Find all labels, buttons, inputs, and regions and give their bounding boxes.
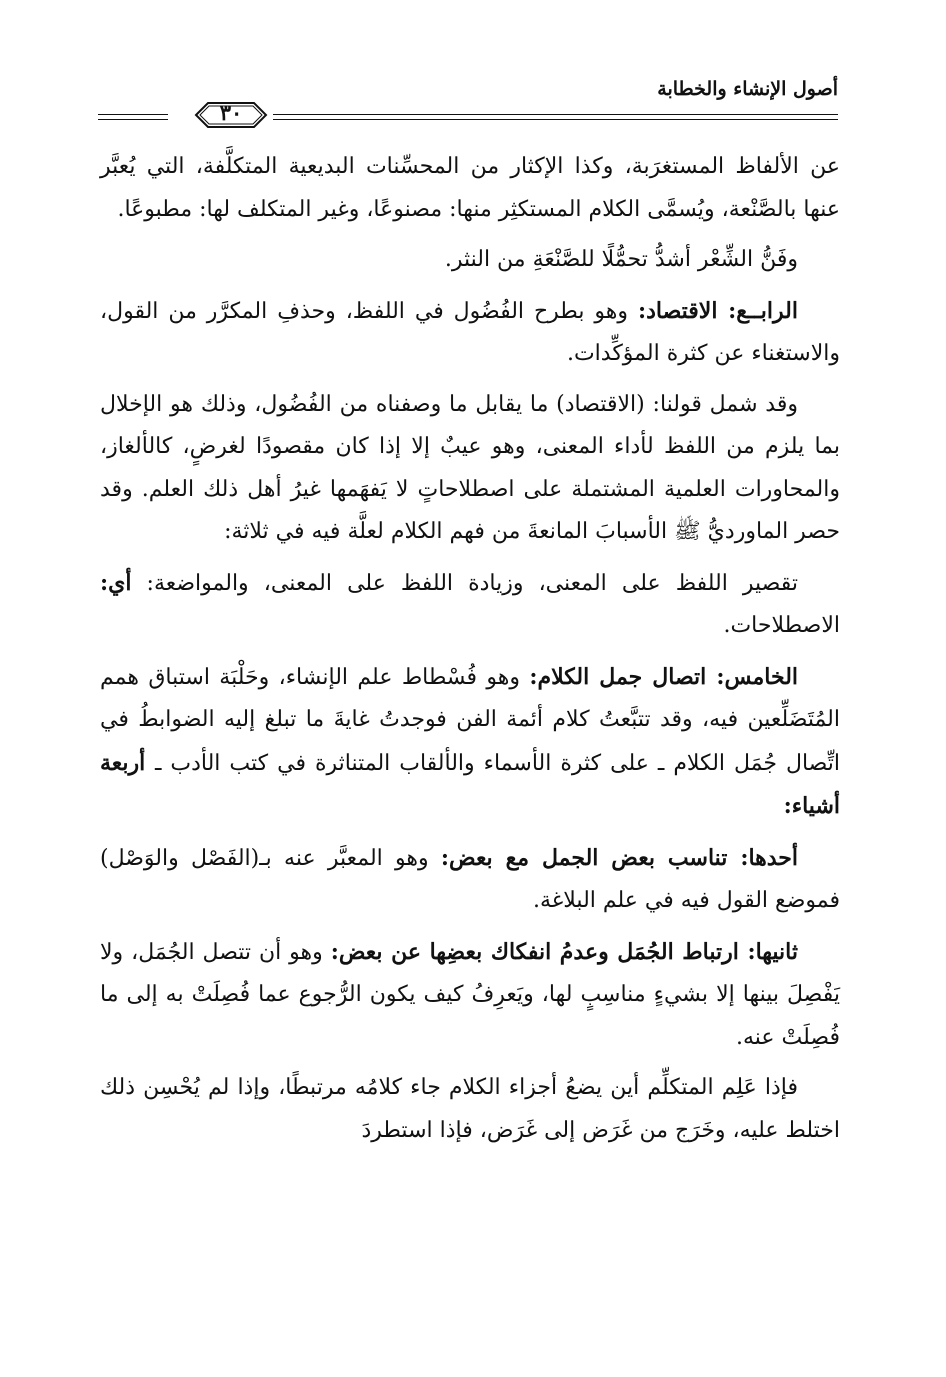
paragraph-text: وهو فُسْطاط علم الإنشاء، وحَلْبَة استباق همم المُتَضَلِّعين فيه، وقد تتبَّعتُ كلام أئمة الفن فوجدتُ غايةَ ما تبلغ إليه الضوابطُ في اتِّصال جُمَل الكلام ـ على كثرة الأسماء والألقاب المتناثرة في كتب الأدب ـ	[100, 664, 840, 776]
paragraph-text: عن الألفاظ المستغرَبة، وكذا الإكثار من المحسِّنات البديعية المتكلَّفة، التي يُعبَّر عنها بالصَّنْعة، ويُسمَّى الكلام المستكثِر منها: مصنوعًا، وغير المتكلف لها: مطبوعًا.	[100, 154, 840, 222]
page-header	[98, 78, 838, 134]
paragraph-text: فإذا عَلِم المتكلِّم أين يضعُ أجزاء الكلام جاء كلامُه مرتبطًا، وإذا لم يُحْسِن ذلك اختلط عليه، وخَرَج من غَرَض إلى غَرَض، فإذا استطردَ	[100, 1075, 840, 1143]
paragraph	[100, 239, 840, 282]
body-text	[100, 146, 840, 1160]
paragraph	[100, 1067, 840, 1152]
section-heading: ثانيها: ارتباط الجُمَل وعدمُ انفكاك بعضِها عن بعض:	[330, 938, 798, 965]
paragraph-text: وهو المعبَّر عنه بـ(الفَصْل والوَصْل) فموضع القول فيه في علم البلاغة.	[100, 845, 840, 913]
paragraph	[100, 384, 840, 554]
section-heading: الخامس: اتصال جمل الكلام:	[529, 663, 799, 690]
inline-term: أربعة أشياء:	[100, 749, 840, 819]
paragraph	[100, 290, 840, 376]
running-title: أصول الإنشاء والخطابة	[657, 78, 838, 100]
header-rule	[273, 119, 838, 120]
section-heading: الرابــع: الاقتصاد:	[637, 297, 798, 324]
header-rule	[98, 114, 168, 115]
header-rule	[273, 114, 838, 115]
page-number-ornament	[194, 98, 268, 132]
paragraph-text: وفَنُّ الشِّعْر أشدُّ تحمُّلًا للصَّنْعَةِ من النثر.	[444, 247, 798, 272]
inline-term: أي:	[100, 569, 132, 596]
paragraph	[100, 931, 840, 1060]
paragraph	[100, 837, 840, 923]
page-number: ٣٠	[219, 100, 243, 125]
paragraph-text: وهو أن تتصل الجُمَل، ولا يَفْصِلَ بينها إلا بشيءٍ مناسِبٍ لها، ويَعرِفُ كيف يكون الرُّجوع عما فُصِلَتْ به إلى ما فُصِلَتْ عنه.	[100, 939, 840, 1050]
header-rule	[98, 119, 168, 120]
paragraph-text: الاصطلاحات.	[723, 613, 840, 638]
paragraph	[100, 146, 840, 231]
section-heading: أحدها: تناسب بعض الجمل مع بعض:	[440, 844, 799, 871]
paragraph	[100, 562, 840, 648]
paragraph-text: وقد شمل قولنا: (الاقتصاد) ما يقابل ما وصفناه من الفُضُول، وذلك هو الإخلال بما يلزم من اللفظ لأداء المعنى، وهو عيبٌ إلا إذا كان مقصودًا لغرضٍ، كالألغاز، والمحاورات العلمية المشتملة على اصطلاحاتٍ لا يَفهَمها غيرُ أهل ذلك العلم. وقد حصر الماورديُّ ﷺ الأسبابَ المانعةَ من فهم الكلام لعلَّة فيه في ثلاثة:	[100, 391, 840, 544]
paragraph-text: تقصير اللفظ على المعنى، وزيادة اللفظ على المعنى، والمواضعة:	[146, 570, 799, 596]
paragraph	[100, 656, 840, 829]
paragraph-text: وهو بطرح الفُضُول في اللفظ، وحذفِ المكرَّر من القول، والاستغناء عن كثرة المؤكِّدات.	[100, 298, 840, 366]
